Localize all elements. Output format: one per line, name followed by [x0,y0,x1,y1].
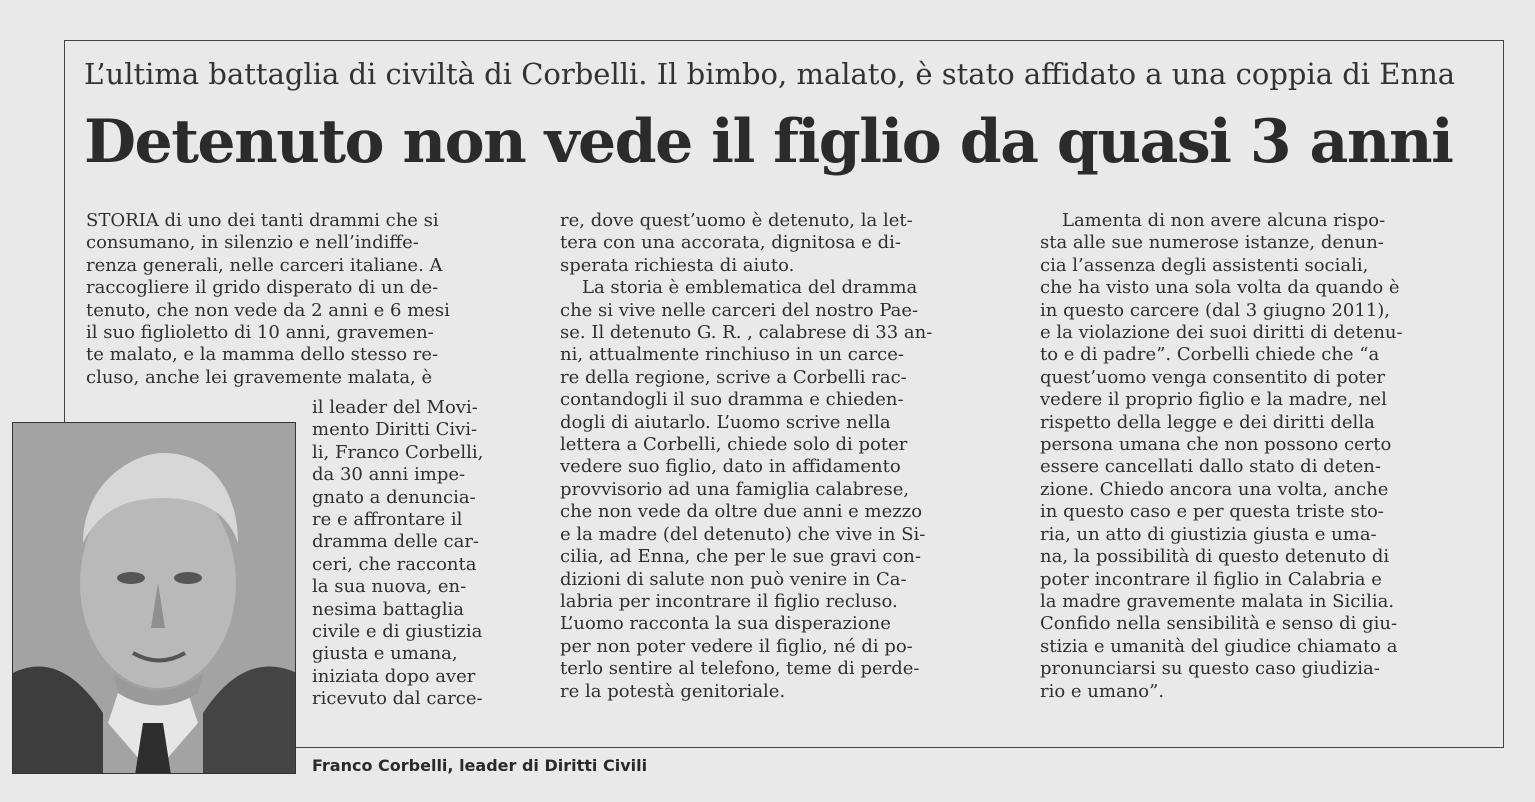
text-line [560,344,1010,366]
text-line [1040,658,1500,680]
text-line [312,487,534,509]
text-line [560,636,1010,658]
text-line-content: re e affrontare il [312,509,463,531]
text-line-content: in questo caso e per questa triste sto- [1040,501,1384,523]
article-column-3 [1040,210,1500,703]
text-line [312,419,534,441]
text-line-content: cluso, anche lei gravemente malata, è [86,366,433,388]
text-line-content: e la violazione dei suoi diritti di detenu- [1040,322,1403,344]
text-line-content: cia l’assenza degli assistenti sociali, [1040,254,1369,276]
text-line-content: se. Il detenuto G. R. , calabrese di 33 an- [560,322,933,344]
text-line [560,524,1010,546]
text-line [312,621,534,643]
text-line [312,509,534,531]
text-line-content: la sua nuova, en- [312,576,467,598]
text-line [1040,367,1500,389]
text-line [560,569,1010,591]
text-line [560,546,1010,568]
text-line-content: civile e di giustizia [312,621,483,643]
text-line [560,255,1010,277]
text-line [86,277,536,299]
text-line-content: re, dove quest’uomo è detenuto, la let- [560,210,913,231]
text-line-content: da 30 anni impe- [312,464,466,486]
text-line-content: sta alle sue numerose istanze, denun- [1040,232,1384,254]
text-line [86,367,536,389]
text-line-content: ria, un atto di giustizia giusta e uma- [1040,523,1377,545]
text-line-content: ricevuto dal carce- [312,688,483,710]
text-line-content: sperata richiesta di aiuto. [560,254,795,276]
text-line-content: raccogliere il grido disperato di un de- [86,277,439,299]
text-line [560,300,1010,322]
text-line-content: quest’uomo venga consentito di poter [1040,366,1386,388]
text-line [1040,255,1500,277]
text-line [1040,569,1500,591]
text-line-content: La storia è emblematica del dramma [582,277,918,299]
text-line [1040,277,1500,299]
text-line-content: la madre gravemente malata in Sicilia. [1040,590,1395,612]
text-line [86,255,536,277]
text-line [1040,456,1500,478]
text-line-content: L’uomo racconta la sua disperazione [560,613,891,635]
text-line-content: che si vive nelle carceri del nostro Pae- [560,299,919,321]
text-line [1040,636,1500,658]
text-line [560,501,1010,523]
text-line-content: stizia e umanità del giudice chiamato a [1040,635,1398,657]
text-line [312,464,534,486]
text-line [560,322,1010,344]
text-line-content: cilia, ad Enna, che per le sue gravi con- [560,546,921,568]
text-line [312,599,534,621]
text-line [1040,232,1500,254]
text-line [560,591,1010,613]
text-line [1040,591,1500,613]
headline: Detenuto non vede il figlio da quasi 3 anni [84,107,1453,177]
text-line-content: il suo figlioletto di 10 anni, gravemen- [86,322,434,344]
text-line-content: mento Diritti Civi- [312,419,478,441]
text-line-content: dramma delle car- [312,531,480,553]
text-line [1040,613,1500,635]
text-line-content: contandogli il suo dramma e chieden- [560,389,904,411]
text-line-content: re della regione, scrive a Corbelli rac- [560,366,907,388]
text-line [1040,524,1500,546]
text-line-content: dogli di aiutarlo. L’uomo scrive nella [560,411,891,433]
text-line-content: per non poter vedere il figlio, né di po- [560,635,913,657]
text-line [560,412,1010,434]
text-line-content: tenuto, che non vede da 2 anni e 6 mesi [86,299,450,321]
text-line-content: persona umana che non possono certo [1040,434,1392,456]
text-line [1040,300,1500,322]
text-line [560,367,1010,389]
text-line-content: nesima battaglia [312,598,464,620]
text-line [560,658,1010,680]
text-line-content: iniziata dopo aver [312,665,476,687]
text-line-content: rio e umano”. [1040,680,1165,702]
text-line [1040,546,1500,568]
text-line-content: che ha visto una sola volta da quando è [1040,277,1400,299]
text-line [1040,322,1500,344]
text-line [1040,479,1500,501]
text-line-content: rispetto della legge e dei diritti della [1040,411,1375,433]
text-line-content: li, Franco Corbelli, [312,441,484,463]
text-line [1040,434,1500,456]
text-line-content: e la madre (del detenuto) che vive in Si- [560,523,926,545]
text-line [312,643,534,665]
photo-caption: Franco Corbelli, leader di Diritti Civili [312,756,648,775]
text-line-content: poter incontrare il figlio in Calabria e [1040,568,1382,590]
portrait-illustration [13,423,296,774]
text-line-content: consumano, in silenzio e nell’indiffe- [86,232,419,254]
text-line [312,442,534,464]
text-line [560,681,1010,703]
text-line [560,210,1010,232]
text-line-content: in questo carcere (dal 3 giugno 2011), [1040,299,1391,321]
text-line-content: na, la possibilità di questo detenuto di [1040,546,1390,568]
text-line-content: to e di padre”. Corbelli chiede che “a [1040,344,1380,366]
text-line-content: ceri, che racconta [312,553,477,575]
text-line-content: terlo sentire al telefono, teme di perde- [560,658,920,680]
text-line-content: gnato a denunciа- [312,486,476,508]
text-line-content: giusta e umana, [312,643,458,665]
text-line [86,232,536,254]
text-line [312,576,534,598]
text-line [86,344,536,366]
text-line [1040,389,1500,411]
text-line [1040,344,1500,366]
text-line-content: dizioni di salute non può venire in Ca- [560,568,907,590]
text-line [312,531,534,553]
text-line-content: zione. Chiedo ancora una volta, anche [1040,478,1389,500]
text-line-content: STORIA di uno dei tanti drammi che si [86,210,439,231]
text-line-content: il leader del Movi- [312,397,478,418]
article-column-1-wrap [312,397,534,711]
text-line [1040,681,1500,703]
text-line [560,434,1010,456]
text-line-content: vedere il proprio figlio e la madre, nel [1040,389,1387,411]
article-column-1 [86,210,536,389]
text-line-content: ni, attualmente rinchiuso in un carce- [560,344,904,366]
text-line [560,613,1010,635]
text-line [560,232,1010,254]
text-line-content: renza generali, nelle carceri italiane. A [86,254,443,276]
text-line-content: te malato, e la mamma dello stesso re- [86,344,439,366]
text-line [1040,412,1500,434]
text-line-content: provvisorio ad una famiglia calabrese, [560,478,910,500]
text-line [86,300,536,322]
text-line-content: lettera a Corbelli, chiede solo di poter [560,434,908,456]
text-line [1040,210,1500,232]
text-line [312,666,534,688]
text-line [86,210,536,232]
text-line [312,397,534,419]
text-line-content: pronunciarsi su questo caso giudizia- [1040,658,1380,680]
text-line-content: re la potestà genitoriale. [560,680,786,702]
article-column-2 [560,210,1010,703]
text-line-content: vedere suo figlio, dato in affidamento [560,456,901,478]
text-line [560,389,1010,411]
text-line-content: Confido nella sensibilità e senso di giu- [1040,613,1398,635]
text-line-content: tera con una accorata, dignitosa e di- [560,232,901,254]
text-line [312,554,534,576]
text-line-content: che non vede da oltre due anni e mezzo [560,501,923,523]
text-line-content: essere cancellati dallo stato di deten- [1040,456,1381,478]
portrait-photo [12,422,296,774]
text-line [1040,501,1500,523]
kicker: L’ultima battaglia di civiltà di Corbelli. Il bimbo, malato, è stato affidato a una coppia di Enna [84,57,1456,91]
text-line [560,456,1010,478]
text-line [560,277,1010,299]
text-line-content: Lamenta di non avere alcuna rispo- [1062,210,1386,231]
text-line [312,688,534,710]
text-line [86,322,536,344]
text-line [560,479,1010,501]
text-line-content: labria per incontrare il figlio recluso. [560,590,898,612]
